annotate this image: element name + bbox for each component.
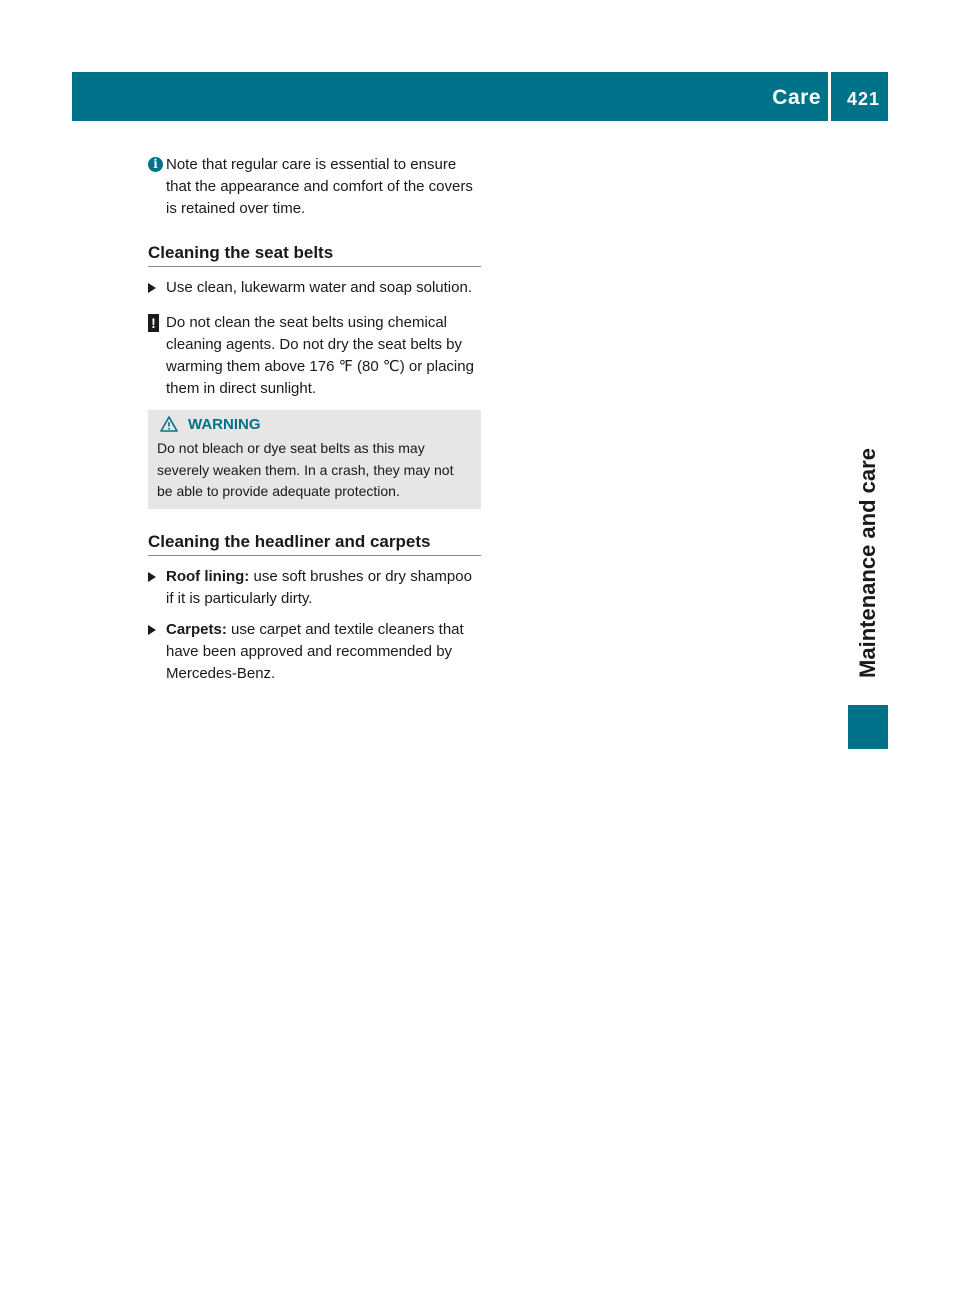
step-text: Use clean, lukewarm water and soap solution. — [166, 279, 472, 296]
step-label: Roof lining: — [166, 567, 250, 585]
main-content — [148, 154, 481, 685]
step-item — [148, 566, 481, 610]
header-divider — [828, 72, 831, 121]
caution-note — [148, 312, 481, 400]
page-number: 421 — [846, 89, 880, 109]
step-arrow-icon — [148, 625, 156, 635]
step-arrow-icon — [148, 283, 156, 293]
side-tab-label: Maintenance and care — [855, 447, 880, 678]
chapter-title: Care — [772, 86, 821, 109]
info-icon: i — [148, 157, 163, 172]
side-tab-marker — [848, 705, 888, 749]
step-item — [148, 277, 481, 299]
warning-triangle-icon — [160, 416, 178, 432]
caution-text: Do not clean the seat belts using chemical cleaning agents. Do not dry the seat belts by warming them above 176 ℉ (80 ℃) or placing them in direct sunlight. — [166, 314, 474, 397]
exclamation-icon: ! — [148, 314, 159, 332]
warning-box — [148, 410, 481, 509]
step-label: Carpets: — [166, 620, 227, 638]
step-text: use soft brushes or dry shampoo if it is particularly dirty. — [166, 567, 472, 607]
step-item — [148, 619, 481, 685]
warning-title: WARNING — [188, 416, 261, 433]
section-heading-headliner: Cleaning the headliner and carpets — [148, 531, 481, 556]
warning-text: Do not bleach or dye seat belts as this may severely weaken them. In a crash, they may not be able to provide adequate protection. — [157, 440, 454, 499]
info-note-text: Note that regular care is essential to ensure that the appearance and comfort of the covers is retained over time. — [166, 156, 473, 217]
info-note — [148, 154, 481, 220]
section-heading-seat-belts: Cleaning the seat belts — [148, 242, 481, 267]
page-header — [72, 72, 888, 121]
step-text: use carpet and textile cleaners that have been approved and recommended by Mercedes-Benz. — [166, 620, 464, 682]
step-arrow-icon — [148, 572, 156, 582]
warning-header — [157, 414, 472, 436]
section-side-tab — [848, 420, 888, 705]
